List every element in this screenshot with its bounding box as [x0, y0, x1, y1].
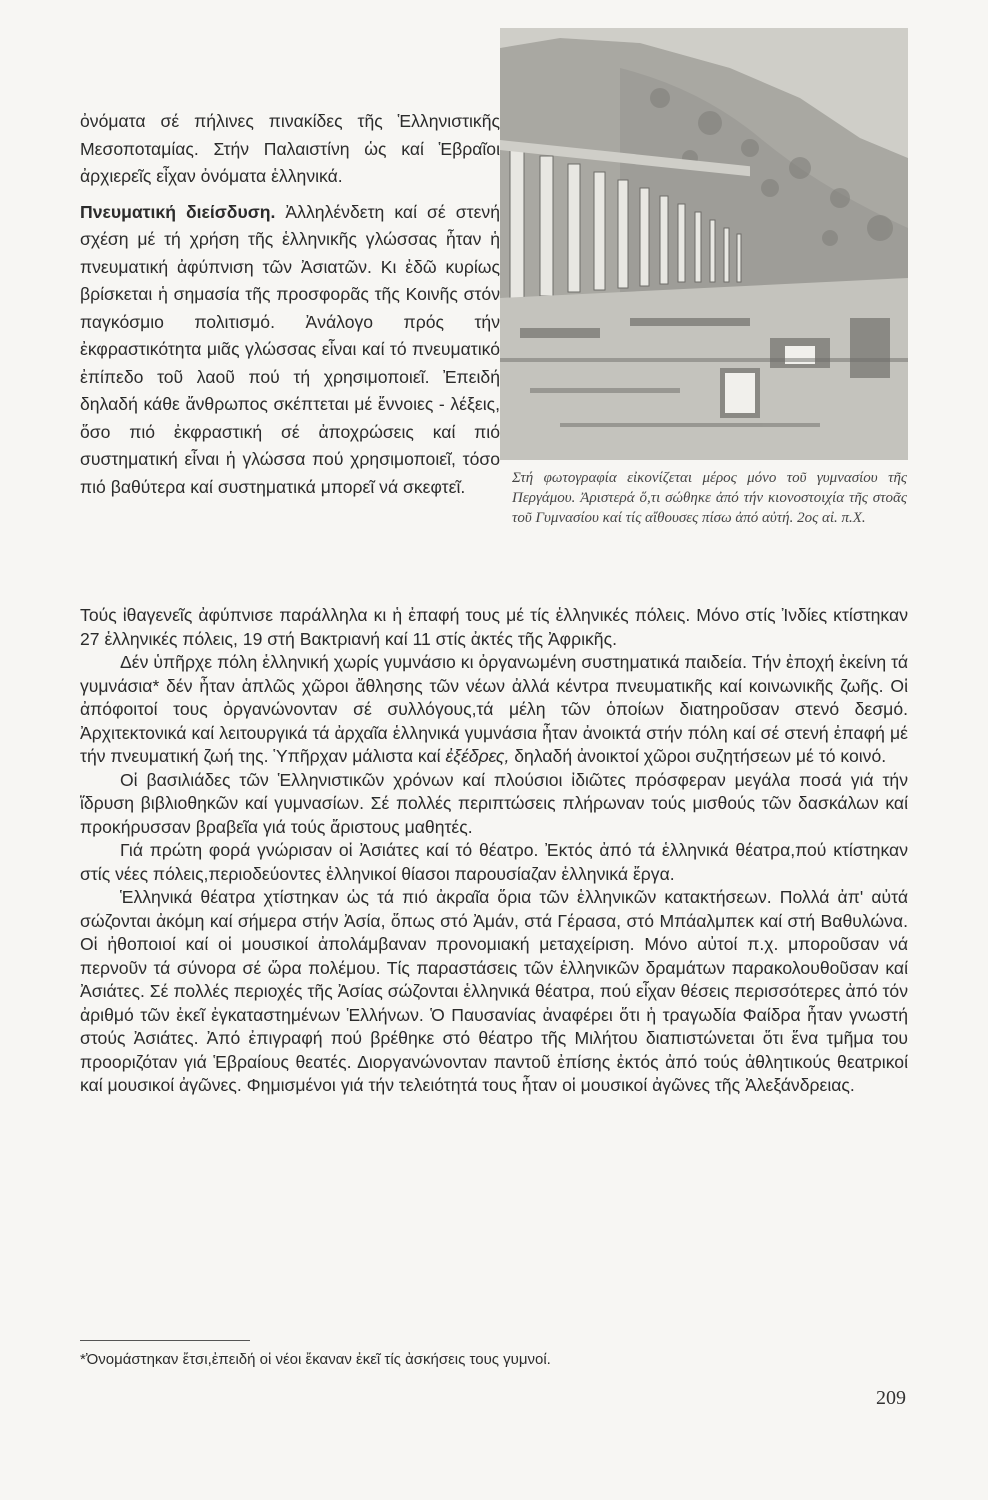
paragraph-inscriptions: ὀνόματα σέ πήλινες πινακίδες τῆς Ἑλληνιστικῆς Μεσοποταμίας. Στήν Παλαιστίνη ὡς καί Ἑβραῖοι ἀρχιερεῖς εἶχαν ὀνόματα ἑλληνικά. — [80, 111, 500, 186]
paragraph-spiritual-penetration — [80, 199, 500, 502]
section-text: Ἀλληλένδετη καί σέ στενή σχέση μέ τή χρήση τῆς ἑλληνικῆς γλώσσας ἦταν ἡ πνευματική ἀφύπνιση τῶν Ἀσιατῶν. Κι ἐδῶ κυρίως βρίσκεται ἡ σημασία τῆς προσφορᾶς τῆς Κοινῆς στόν παγκόσμιο πολιτισμό. Ἀνάλογο πρός τήν ἐκφραστικότητα μιᾶς γλώσσας εἶναι καί τό πνευματικό ἐπίπεδο τοῦ λαοῦ πού τή χρησιμοποιεῖ. Ἐπειδή δηλαδή κάθε ἄνθρωπος σκέπτεται μέ ἔννοιες - λέξεις, ὅσο πιό ἐκφραστική σέ ἀποχρώσεις καί πιό συστηματική εἶναι ἡ γλώσσα πού χρησιμοποιεῖ, τόσο πιό βαθύτερα καί συστηματικά μπορεῖ νά σκεφτεῖ. — [80, 201, 500, 497]
paragraph-theatres-asia: Ἑλληνικά θέατρα χτίστηκαν ὡς τά πιό ἀκραῖα ὅρια τῶν ἑλληνικῶν κατακτήσεων. Πολλά ἀπ' αὐτά σώζονται ἀκόμη καί σήμερα στήν Ἀσία, ὅπως στό Ἀμάν, στά Γέρασα, στό Μπάαλμπεκ καί στή Βαθυλώνα. Οἱ ἠθοποιοί καί οἱ μουσικοί ἀπολάμβαναν προνομιακή μεταχείριση. Μόνο αὐτοί π.χ. μποροῦσαν νά περνοῦν τά σύνορα σέ ὥρα πολέμου. Τίς παραστάσεις τῶν ἑλληνικῶν δραμάτων παρακολουθοῦσαν καί Ἀσιάτες. Σέ πολλές περιοχές τῆς Ἀσίας σώζονται ἑλληνικά θέατρα, πού εἶχαν θέσεις περισσότερες ἀπό τόν ἀριθμό τῶν ἐκεῖ ἐγκαταστημένων Ἑλλήνων. Ὁ Παυσανίας ἀναφέρει ὅτι ἡ τραγωδία Φαίδρα ἦταν γνωστή στούς Ἀσιάτες. Ἀπό ἐπιγραφή πού βρέθηκε στό θέατρο τῆς Μιλήτου διαπιστώνεται ὅτι ἕνα τμῆμα του προοριζόταν γιά Ἑβραίους θεατές. Διοργανώνονταν παντοῦ ἐπίσης ἐκτός ἀπό τούς ἀθλητικούς θεατρικοί καί μουσικοί ἀγῶνες. Φημισμένοι γιά τήν τελειότητά τους ἦταν οἱ μουσικοί ἀγῶνες τῆς Ἀλεξάνδρειας. — [80, 887, 908, 1095]
left-column — [80, 108, 500, 501]
gymnasia-text: Δέν ὑπῆρχε πόλη ἑλληνική χωρίς γυμνάσιο κι ὀργανωμένη συστηματικά παιδεία. Τήν ἐποχή ἐκείνη τά γυμνάσια* δέν ἦταν ἁπλῶς χῶροι ἄθλησης τῶν νέων ἀλλά κέντρα πνευματικῆς καί κοινωνικῆς ζωῆς. Οἱ ἀπόφοιτοί τους ὀργανώνονταν σέ συλλόγους,τά μέλη τῶν ὁποίων διατηροῦσαν στενό δεσμό. Ἀρχιτεκτονικά καί λειτουργικά τά ἀρχαῖα ἑλληνικά γυμνάσια ἦταν ἀνοικτά στήν πόλη καί σέ στενή ἐπαφή μέ τήν πνευματική ζωή της. Ὑπῆρχαν μάλιστα καί — [80, 652, 908, 766]
paragraph-cities: Τούς ἰθαγενεῖς ἀφύπνισε παράλληλα κι ἡ ἐπαφή τους μέ τίς ἑλληνικές πόλεις. Μόνο στίς Ἰνδίες κτίστηκαν 27 ἑλληνικές πόλεις, 19 στή Βακτριανή καί 11 στίς ἀκτές τῆς Ἀφρικῆς. — [80, 605, 908, 649]
paragraph-gymnasia — [80, 651, 908, 769]
paragraph-theatre: Γιά πρώτη φορά γνώρισαν οἱ Ἀσιάτες καί τό θέατρο. Ἐκτός ἀπό τά ἑλληνικά θέατρα,πού κτίστηκαν στίς νέες πόλεις,περιοδεύοντες ἑλληνικοί θίασοι παρουσίαζαν ἑλληνικά ἔργα. — [80, 840, 908, 884]
caption-text: Στή φωτογραφία εἰκονίζεται μέρος μόνο τοῦ γυμνασίου τῆς Περγάμου. Ἀριστερά ὅ,τι σώθηκε ἀπό τήν κιονοστοιχία τῆς στοᾶς τοῦ Γυμνασίου καί τίς αἴθουσες πίσω ἀπό αὐτή. 2ος αἰ. π.Χ. — [512, 470, 907, 526]
exedrae-term: ἐξέδρες, — [445, 746, 510, 766]
ruins-illustration — [500, 28, 908, 460]
gymnasia-text-end: δηλαδή ἀνοικτοί χῶροι συζητήσεων μέ τό κοινό. — [509, 746, 887, 766]
photo-caption — [512, 468, 907, 528]
footnote: *Ὀνομάστηκαν ἔτσι,ἐπειδή οἱ νέοι ἔκαναν ἐκεῖ τίς ἀσκήσεις τους γυμνοί. — [80, 1351, 551, 1368]
page-number: 209 — [876, 1387, 906, 1409]
section-heading: Πνευματική διείσδυση. — [80, 201, 276, 222]
footnote-rule — [80, 1340, 250, 1341]
main-text — [80, 604, 908, 1098]
pergamon-gymnasium-photo — [500, 28, 908, 460]
paragraph-patrons: Οἱ βασιλιάδες τῶν Ἑλληνιστικῶν χρόνων καί πλούσιοι ἰδιῶτες πρόσφεραν μεγάλα ποσά γιά τήν ἵδρυση βιβλιοθηκῶν καί γυμνασίων. Σέ πολλές περιπτώσεις πλήρωναν τούς μισθούς τῶν δασκάλων καί προκήρυσσαν βραβεῖα γιά τούς ἄριστους μαθητές. — [80, 769, 908, 837]
